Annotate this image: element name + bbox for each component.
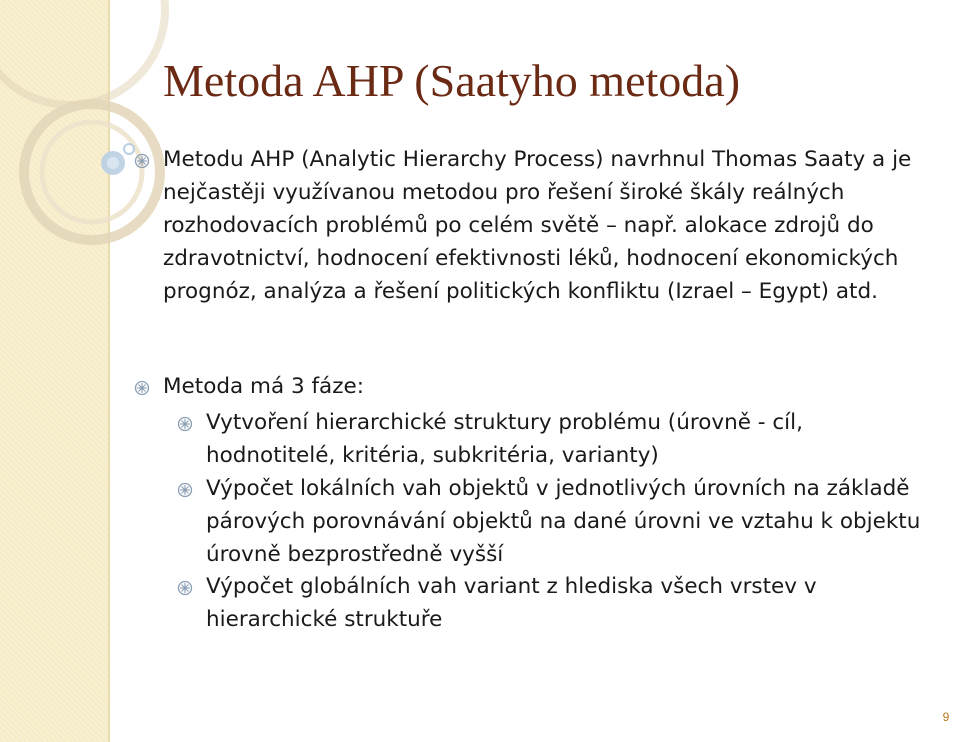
slide-title: Metoda AHP (Saatyho metoda)	[163, 55, 741, 106]
radial-bullet-icon	[134, 380, 150, 396]
bullet-text: Metodu AHP (Analytic Hierarchy Process) navrhnul Thomas Saaty a je nejčastěji využívanou metodou pro řešení široké škály reálných rozhodovacích problémů po celém světě – např. alokace zdrojů do zdravotnictví, hodnocení efektivnosti léků, hodnocení ekonomických prognóz, analýza a řešení politických konfliktu (Izrael – Egypt) atd.	[163, 147, 912, 304]
page-number: 9	[942, 710, 950, 724]
sub-bullet-text: Výpočet lokálních vah objektů v jednotlivých úrovních na základě párových porovnávání objektů na dané úrovni ve vztahu k objektu úrovně bezprostředně vyšší	[206, 476, 921, 567]
radial-bullet-icon	[177, 416, 193, 432]
radial-bullet-icon	[177, 482, 193, 498]
radial-bullet-icon	[177, 580, 193, 596]
radial-bullet-icon	[134, 153, 150, 169]
sub-bullet-text: Výpočet globálních vah variant z hlediska všech vrstev v hierarchické struktuře	[206, 574, 817, 632]
sub-bullet-text: Vytvoření hierarchické struktury problému (úrovně - cíl, hodnotitelé, kritéria, subkritéria, varianty)	[206, 410, 803, 468]
bullet-text: Metoda má 3 fáze:	[163, 374, 364, 399]
